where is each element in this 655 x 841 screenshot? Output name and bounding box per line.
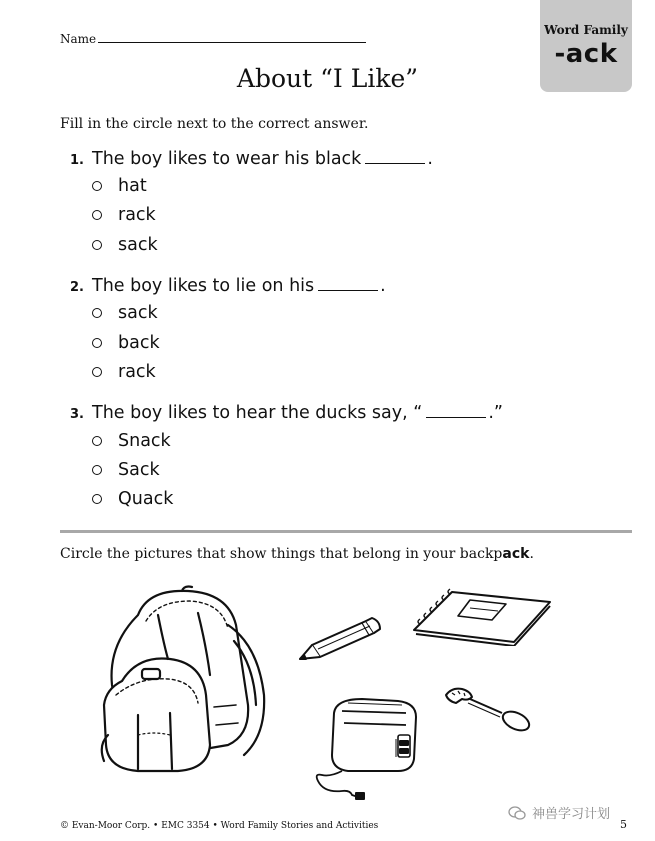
section-divider [60, 530, 632, 533]
picture-instructions [60, 546, 534, 562]
backpack-illustration[interactable] [98, 585, 270, 775]
question-1 [70, 149, 433, 169]
name-field[interactable] [60, 32, 366, 46]
option-q1-a[interactable] [92, 176, 147, 196]
option-label: Sack [118, 460, 160, 480]
answer-blank[interactable] [318, 279, 378, 291]
answer-blank[interactable] [365, 152, 425, 164]
bubble-icon[interactable] [92, 436, 102, 446]
instructions: Fill in the circle next to the correct answer. [60, 116, 369, 132]
question-text: The boy likes to hear the ducks say, “ [92, 403, 423, 423]
question-text-end: . [427, 149, 433, 169]
option-label: Quack [118, 489, 174, 509]
name-underline[interactable] [98, 33, 366, 43]
question-text: The boy likes to wear his black [92, 149, 362, 169]
question-number: 1. [70, 153, 84, 168]
option-label: rack [118, 362, 156, 382]
word-family-label: Word Family [544, 23, 628, 37]
option-label: back [118, 333, 160, 353]
question-text-end: .” [488, 403, 503, 423]
bubble-icon[interactable] [92, 210, 102, 220]
option-q3-b[interactable] [92, 460, 160, 480]
word-family-suffix: -ack [554, 39, 618, 69]
question-2 [70, 276, 386, 296]
option-q3-c[interactable] [92, 489, 173, 509]
watermark [508, 803, 610, 822]
picture-instruction-bold: ack [502, 546, 530, 562]
bubble-icon[interactable] [92, 367, 102, 377]
toaster-illustration[interactable] [312, 695, 422, 800]
bubble-icon[interactable] [92, 465, 102, 475]
page-title: About “I Like” [236, 64, 419, 93]
option-q1-c[interactable] [92, 235, 158, 255]
option-label: rack [118, 205, 156, 225]
picture-instruction-end: . [529, 546, 534, 562]
option-label: hat [118, 176, 147, 196]
option-label: sack [118, 235, 158, 255]
wechat-icon [508, 806, 526, 820]
pencil-illustration[interactable] [296, 615, 382, 665]
option-q2-b[interactable] [92, 333, 160, 353]
question-text: The boy likes to lie on his [92, 276, 315, 296]
question-number: 3. [70, 407, 84, 422]
question-3 [70, 403, 503, 423]
bubble-icon[interactable] [92, 181, 102, 191]
option-q2-c[interactable] [92, 362, 156, 382]
page-number: 5 [620, 818, 627, 831]
question-text-end: . [380, 276, 386, 296]
copyright-footer: © Evan-Moor Corp. • EMC 3354 • Word Family Stories and Activities [60, 821, 379, 831]
notebook-illustration[interactable] [410, 588, 552, 646]
bubble-icon[interactable] [92, 240, 102, 250]
option-q1-b[interactable] [92, 205, 156, 225]
bubble-icon[interactable] [92, 308, 102, 318]
picture-instruction-text: Circle the pictures that show things that belong in your backp [60, 546, 503, 562]
question-number: 2. [70, 280, 84, 295]
option-label: Snack [118, 431, 171, 451]
bubble-icon[interactable] [92, 338, 102, 348]
option-q2-a[interactable] [92, 303, 158, 323]
name-label: Name [60, 32, 97, 46]
option-label: sack [118, 303, 158, 323]
watermark-text: 神兽学习计划 [532, 807, 611, 822]
spoon-illustration[interactable] [442, 685, 534, 735]
answer-blank[interactable] [426, 406, 486, 418]
option-q3-a[interactable] [92, 431, 171, 451]
bubble-icon[interactable] [92, 494, 102, 504]
